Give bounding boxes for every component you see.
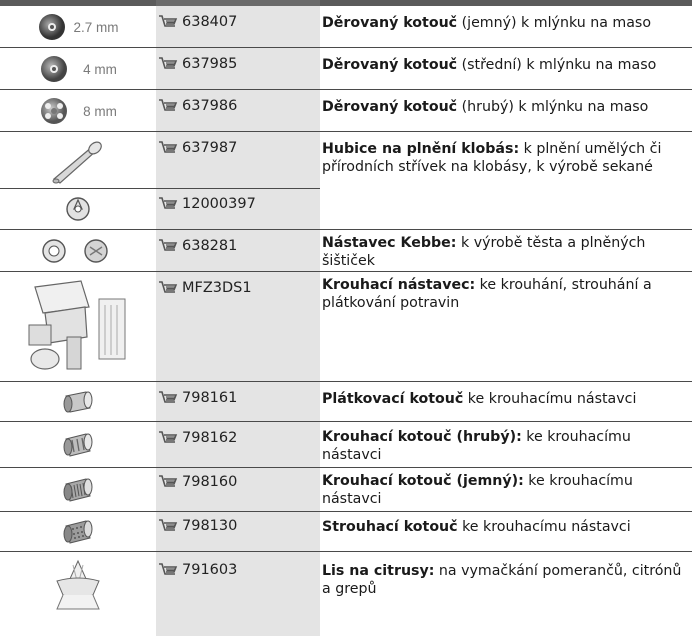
row-divider — [0, 131, 692, 132]
item-description — [322, 518, 690, 536]
kebbe-attachment-image — [0, 232, 156, 270]
item-title: Děrovaný kotouč — [322, 99, 458, 115]
cart-icon — [158, 280, 178, 296]
grating-drum-image — [0, 514, 156, 550]
item-description — [322, 562, 690, 598]
item-text: k výrobě těsta a plněných šištiček — [322, 235, 646, 269]
row-divider — [0, 467, 692, 468]
cart-icon — [158, 430, 178, 446]
item-text: na vymačkání pomerančů, citrónů a grepů — [322, 563, 682, 597]
item-text: (střední) k mlýnku na maso — [457, 57, 657, 73]
article-code — [158, 562, 318, 578]
perforated-disc-icon — [39, 54, 69, 84]
cart-icon — [158, 474, 178, 490]
article-code-value: 12000397 — [182, 196, 256, 212]
item-title: Děrovaný kotouč — [322, 15, 458, 31]
article-code-value: 638281 — [182, 238, 238, 254]
article-code-value: 798162 — [182, 430, 238, 446]
article-code — [158, 390, 318, 406]
nozzle-ring-image — [0, 190, 156, 228]
article-code-value: 638407 — [182, 14, 238, 30]
perforated-disc-icon — [39, 96, 69, 126]
row-divider — [0, 271, 692, 272]
item-title: Krouhací kotouč (jemný): — [322, 473, 524, 489]
drum-icon — [60, 388, 96, 416]
article-code-value: 637985 — [182, 56, 238, 72]
article-code — [158, 518, 318, 534]
article-code — [158, 140, 318, 156]
drum-icon — [60, 475, 96, 505]
cart-icon — [158, 140, 178, 156]
item-description — [322, 428, 690, 464]
row-divider — [0, 511, 692, 512]
article-code — [158, 56, 318, 72]
fine-shredding-drum-image — [0, 470, 156, 510]
article-code-value: 798160 — [182, 474, 238, 490]
citrus-press-icon — [43, 557, 113, 615]
item-text: ke krouhacímu nástavci — [322, 473, 633, 507]
row-divider — [0, 188, 320, 189]
row-divider — [0, 89, 692, 90]
article-code — [158, 238, 318, 254]
article-code — [158, 98, 318, 114]
item-title: Strouhací kotouč — [322, 519, 458, 535]
item-text: ke krouhacímu nástavci — [457, 519, 631, 535]
row-divider — [0, 421, 692, 422]
cart-icon — [158, 562, 178, 578]
sausage-nozzle-icon — [48, 137, 108, 185]
article-code — [158, 196, 318, 212]
item-text: ke krouhacímu nástavci — [463, 391, 637, 407]
header-cell-image — [0, 0, 156, 6]
item-title: Krouhací kotouč (hrubý): — [322, 429, 522, 445]
article-code-value: 637987 — [182, 140, 238, 156]
row-divider — [0, 551, 692, 552]
article-code — [158, 474, 318, 490]
article-code — [158, 280, 318, 296]
row-divider — [0, 47, 692, 48]
article-code-value: 791603 — [182, 562, 238, 578]
item-description — [322, 276, 690, 312]
disc-size-label: 2.7 mm — [73, 19, 119, 35]
article-code — [158, 14, 318, 30]
citrus-press-image — [0, 556, 156, 616]
disc-size-label: 4 mm — [83, 61, 117, 77]
item-title: Děrovaný kotouč — [322, 57, 458, 73]
cart-icon — [158, 518, 178, 534]
disc-size-label: 8 mm — [83, 103, 117, 119]
drum-icon — [60, 430, 96, 460]
item-description — [322, 140, 690, 176]
cart-icon — [158, 196, 178, 212]
disc-coarse-image — [0, 92, 156, 130]
cart-icon — [158, 56, 178, 72]
article-code-value: 798130 — [182, 518, 238, 534]
item-text: (hrubý) k mlýnku na maso — [457, 99, 649, 115]
item-description — [322, 234, 690, 270]
item-title: Lis na citrusy: — [322, 563, 435, 579]
perforated-disc-icon — [37, 12, 67, 42]
ring-icon — [65, 196, 91, 222]
coarse-shredding-drum-image — [0, 424, 156, 466]
item-title: Nástavec Kebbe: — [322, 235, 457, 251]
article-code-value: MFZ3DS1 — [182, 280, 252, 296]
header-cell-description — [320, 0, 692, 6]
sausage-nozzle-image — [0, 134, 156, 187]
item-text: ke krouhacímu nástavci — [322, 429, 631, 463]
article-code-value: 798161 — [182, 390, 238, 406]
item-text: ke krouhání, strouhání a plátkování potravin — [322, 277, 652, 311]
item-title: Plátkovací kotouč — [322, 391, 464, 407]
item-description — [322, 14, 690, 32]
cart-icon — [158, 98, 178, 114]
drum-icon — [60, 517, 96, 547]
row-divider — [0, 229, 692, 230]
article-code — [158, 430, 318, 446]
item-description — [322, 472, 690, 508]
item-description — [322, 56, 690, 74]
item-text: k plnění umělých či přírodních střívek na klobásy, k výrobě sekané — [322, 141, 662, 175]
slicing-drum-image — [0, 384, 156, 420]
kebbe-icon — [38, 236, 118, 266]
item-text: (jemný) k mlýnku na maso — [457, 15, 652, 31]
item-description — [322, 390, 690, 408]
disc-medium-image — [0, 50, 156, 88]
item-description — [322, 98, 690, 116]
cart-icon — [158, 390, 178, 406]
item-title: Krouhací nástavec: — [322, 277, 476, 293]
item-title: Hubice na plnění klobás: — [322, 141, 520, 157]
slicer-attachment-image — [0, 274, 156, 380]
cart-icon — [158, 238, 178, 254]
article-code-value: 637986 — [182, 98, 238, 114]
disc-fine-image — [0, 8, 156, 46]
row-divider — [0, 381, 692, 382]
cart-icon — [158, 14, 178, 30]
slicer-attachment-icon — [23, 277, 133, 377]
